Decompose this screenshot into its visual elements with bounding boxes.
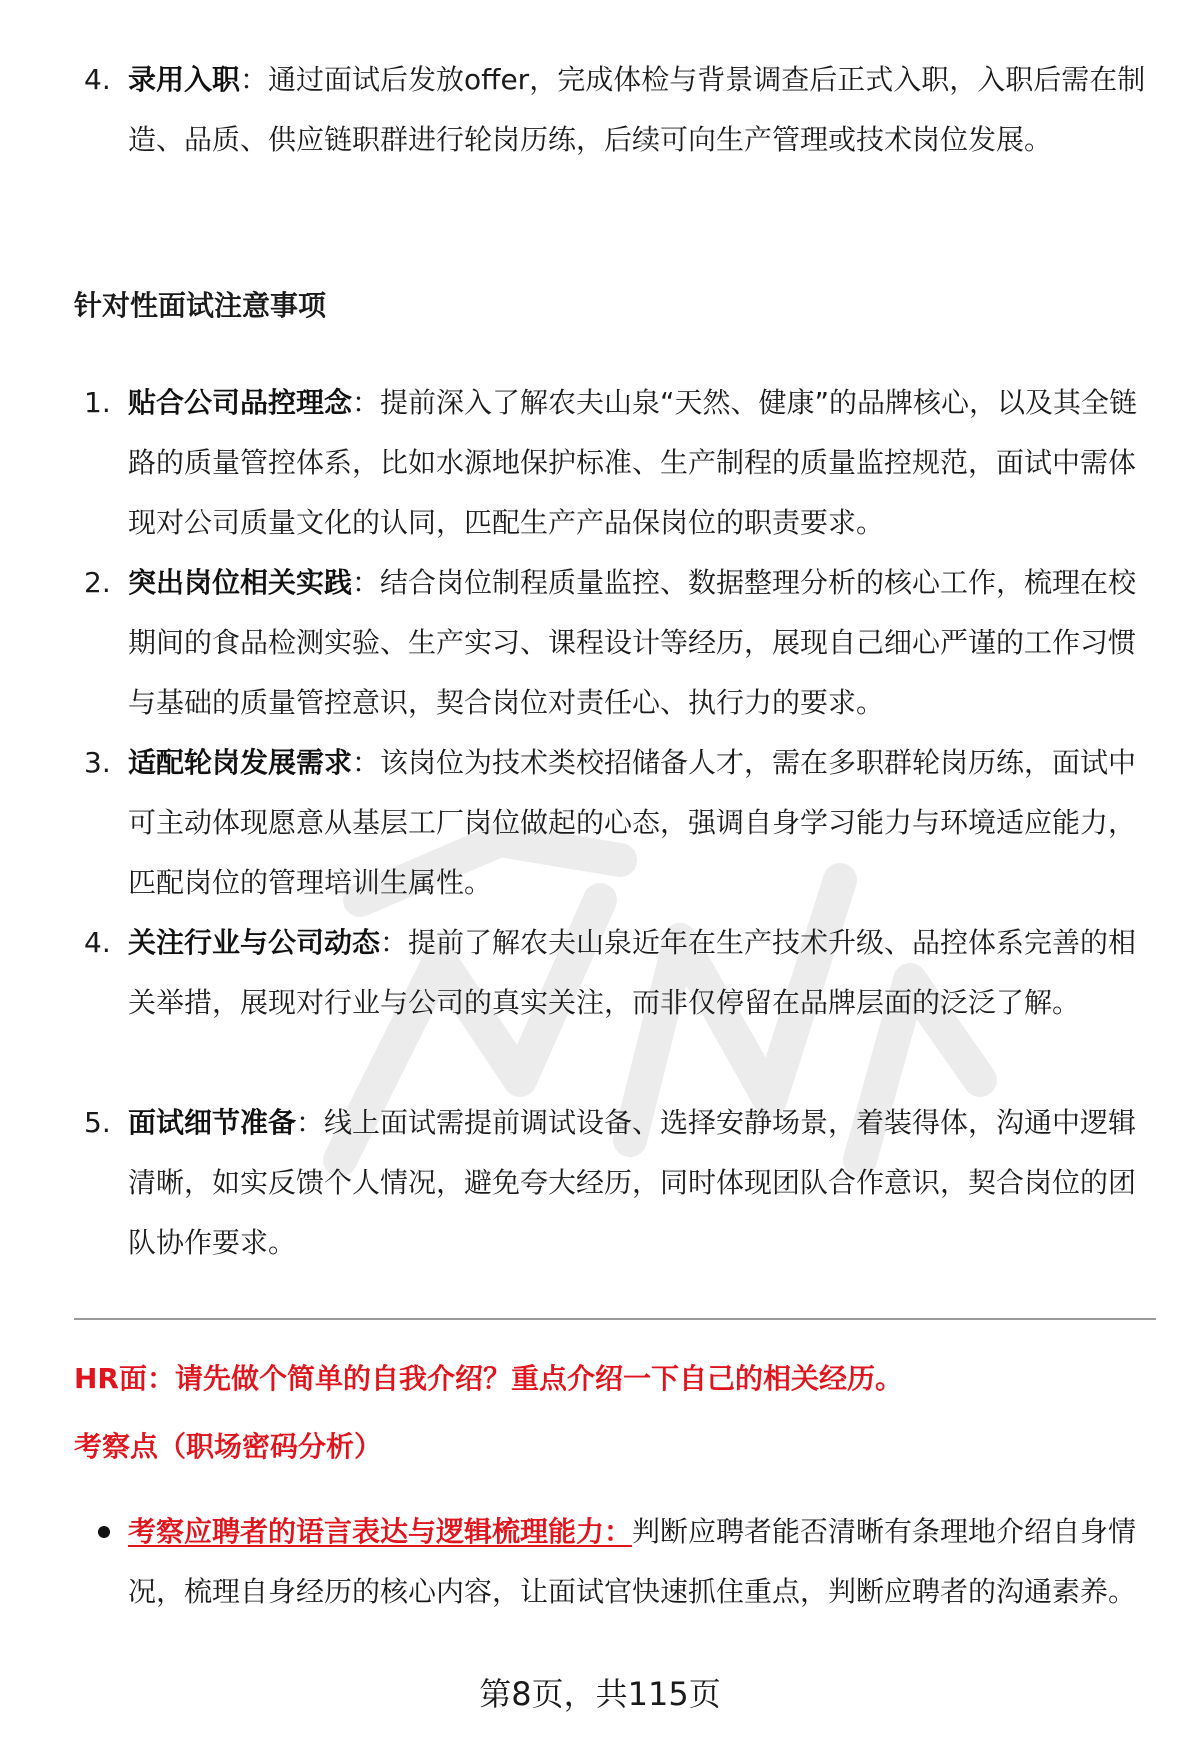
item-separator: ： [380, 926, 409, 959]
list-text [128, 553, 1160, 733]
item-body: 线上面试需提前调试设备、选择安静场景，着装得体，沟通中逻辑清晰，如实反馈个人情况，避免夸大经历，同时体现团队合作意识，契合岗位的团队协作要求。 [128, 1106, 1137, 1259]
item-lead: 突出岗位相关实践 [128, 566, 353, 599]
section-divider [74, 1318, 1156, 1320]
bullet-lead: 考察应聘者的语言表达与逻辑梳理能力： [128, 1515, 633, 1548]
item-body: 提前深入了解农夫山泉“天然、健康”的品牌核心，以及其全链路的质量管控体系，比如水源地保护标准、生产制程的质量监控规范，面试中需体现对公司质量文化的认同，匹配生产产品保岗位的职责要求。 [128, 386, 1138, 539]
item-lead: 适配轮岗发展需求 [128, 746, 353, 779]
list-number: 1. [84, 386, 111, 419]
item-separator: ： [352, 566, 381, 599]
item-lead: 面试细节准备 [128, 1106, 297, 1139]
hr-question-heading: HR面：请先做个简单的自我介绍？重点介绍一下自己的相关经历。 [74, 1362, 903, 1395]
list-text [128, 373, 1160, 553]
item-separator: ： [352, 386, 381, 419]
list-number: 4. [84, 63, 111, 96]
item-body: 结合岗位制程质量监控、数据整理分析的核心工作，梳理在校期间的食品检测实验、生产实习、课程设计等经历，展现自己细心严谨的工作习惯与基础的质量管控意识，契合岗位对责任心、执行力的要求。 [128, 566, 1137, 719]
item-body: 通过面试后发放offer，完成体检与背景调查后正式入职，入职后需在制造、品质、供应链职群进行轮岗历练，后续可向生产管理或技术岗位发展。 [128, 63, 1146, 156]
item-lead: 贴合公司品控理念 [128, 386, 353, 419]
list-text [128, 733, 1160, 913]
item-lead: 关注行业与公司动态 [128, 926, 381, 959]
section-heading: 针对性面试注意事项 [74, 289, 327, 322]
list-number: 4. [84, 926, 111, 959]
analysis-subheading: 考察点（职场密码分析） [74, 1430, 383, 1463]
item-lead: 录用入职 [128, 63, 241, 96]
item-separator: ： [240, 63, 269, 96]
list-number: 5. [84, 1106, 111, 1139]
bullet-body: 判断应聘者能否清晰有条理地介绍自身情况，梳理自身经历的核心内容，让面试官快速抓住重点，判断应聘者的沟通素养。 [128, 1515, 1137, 1608]
item-body: 该岗位为技术类校招储备人才，需在多职群轮岗历练，面试中可主动体现愿意从基层工厂岗位做起的心态，强调自身学习能力与环境适应能力，匹配岗位的管理培训生属性。 [128, 746, 1137, 899]
list-number: 3. [84, 746, 111, 779]
item-body: 提前了解农夫山泉近年在生产技术升级、品控体系完善的相关举措，展现对行业与公司的真实关注，而非仅停留在品牌层面的泛泛了解。 [128, 926, 1137, 1019]
list-text [128, 1093, 1160, 1273]
list-text [128, 913, 1160, 1033]
item-separator: ： [296, 1106, 325, 1139]
bullet-text [128, 1502, 1160, 1622]
bullet-dot-icon [98, 1526, 110, 1538]
list-text [128, 50, 1160, 170]
page-number: 第8页，共115页 [479, 1675, 721, 1713]
item-separator: ： [352, 746, 381, 779]
list-number: 2. [84, 566, 111, 599]
